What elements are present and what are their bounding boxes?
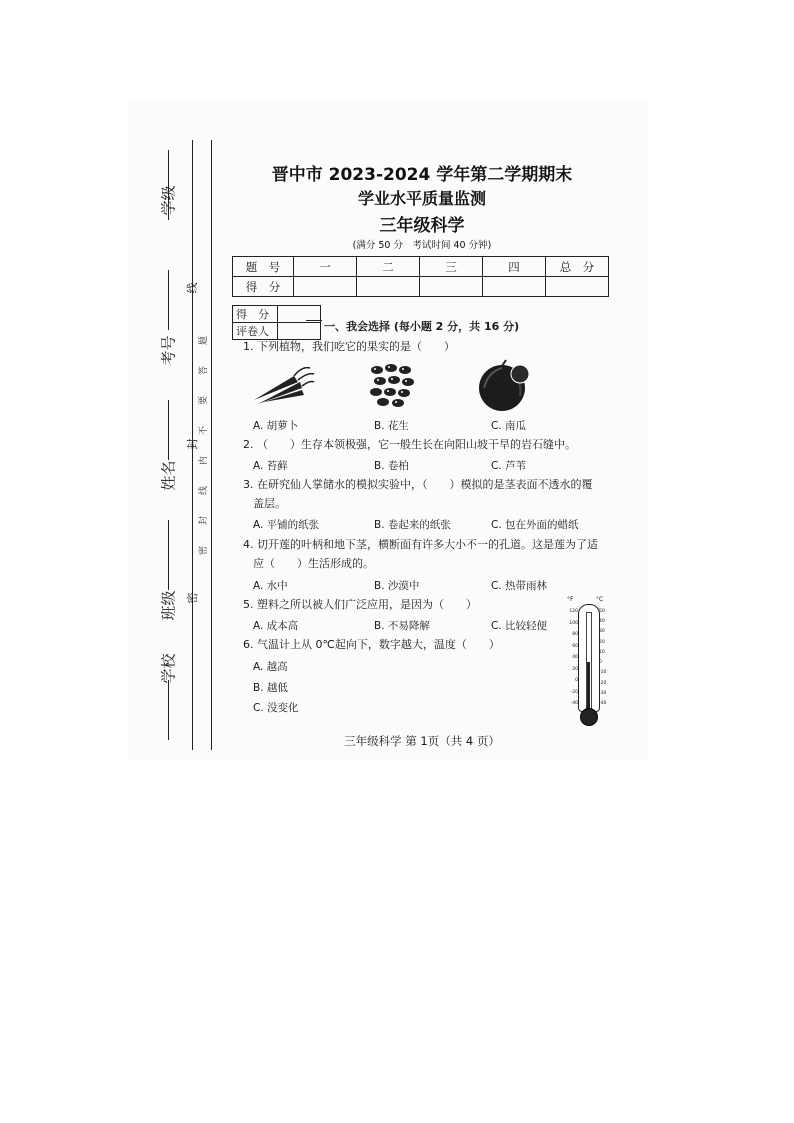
question-5-option-c[interactable]: C. 比较轻便 <box>491 620 548 632</box>
thermometer-unit-c: °C <box>596 596 604 603</box>
question-3-stem: 3. 在研究仙人掌储水的模拟实验中，（ ）模拟的是茎表面不透水的覆 <box>243 478 593 491</box>
question-2-option-c[interactable]: C. 芦苇 <box>491 460 527 472</box>
seal-char: 线 <box>199 485 210 496</box>
score-cell[interactable] <box>483 277 546 297</box>
grader-reviewer-label: 评卷人 <box>233 323 278 340</box>
thermometer-tick-label: 10 <box>599 649 605 655</box>
thermometer-tick-label: -20 <box>570 689 578 695</box>
question-2-option-a[interactable]: A. 苔藓 <box>253 460 288 472</box>
question-5-option-b[interactable]: B. 不易降解 <box>374 620 430 632</box>
mark-seal: 封 <box>186 438 199 450</box>
question-4-option-a[interactable]: A. 水中 <box>253 580 288 592</box>
pumpkin-icon <box>474 358 534 412</box>
question-4-stem: 4. 切开莲的叶柄和地下茎，横断面有许多大小不一的孔道。这是莲为了适 <box>243 538 598 551</box>
question-3-stem-continued: 盖层。 <box>253 497 286 510</box>
field-label-school: 学校 <box>159 653 178 684</box>
question-5-stem: 5. 塑料之所以被人们广泛应用，是因为（ ） <box>243 598 477 611</box>
thermometer-tick-label: -30 <box>599 690 607 696</box>
seal-char: 答 <box>199 365 210 376</box>
score-table-header-cell: 总 分 <box>546 257 609 277</box>
seal-char: 不 <box>199 425 210 436</box>
thermometer-tick-label: 0 <box>575 678 578 683</box>
thermometer-tick-label: 80 <box>572 632 578 637</box>
question-1-option-c[interactable]: C. 南瓜 <box>491 420 527 432</box>
section-title: 一、我会选择 (每小题 2 分，共 16 分) <box>324 320 520 333</box>
question-4-option-b[interactable]: B. 沙漠中 <box>374 580 420 592</box>
score-cell[interactable] <box>294 277 357 297</box>
grader-table <box>232 305 321 340</box>
question-2-stem: 2. （ ）生存本领极强，它一般生长在向阳山坡干旱的岩石缝中。 <box>243 438 576 451</box>
thermometer-tick-label: 30 <box>599 629 605 635</box>
thermometer-liquid <box>587 662 590 709</box>
score-table-header-cell: 四 <box>483 257 546 277</box>
carrot-icon <box>250 362 316 406</box>
field-label-exam-number: 考号 <box>159 335 178 366</box>
field-label-grade: 学级 <box>159 185 178 216</box>
thermometer-tick-label: -40 <box>599 701 607 706</box>
question-6-option-a[interactable]: A. 越高 <box>253 661 288 673</box>
exam-title-line2: 学业水平质量监测 <box>357 189 486 208</box>
seal-char: 题 <box>199 335 210 346</box>
field-line-2 <box>168 270 169 330</box>
question-1-stem: 1. 下列植物，我们吃它的果实的是（ ） <box>243 340 455 353</box>
score-table-header-cell: 三 <box>420 257 483 277</box>
thermometer-unit-f: °F <box>567 596 574 603</box>
exam-title-line1: 晋中市 2023-2024 学年第二学期期末 <box>271 165 573 185</box>
score-table <box>232 256 609 297</box>
score-table-header-cell: 二 <box>357 257 420 277</box>
question-2-option-b[interactable]: B. 卷柏 <box>374 460 409 472</box>
question-3-option-a[interactable]: A. 平铺的纸张 <box>253 519 320 531</box>
thermometer-tick-label: 120 <box>569 609 578 614</box>
page-footer: 三年级科学 第 1页（共 4 页） <box>344 734 500 748</box>
mark-secret: 密 <box>186 592 199 604</box>
thermometer-tick-label: 40 <box>599 619 605 625</box>
binding-line-inner <box>211 140 212 750</box>
thermometer-tick-label: 0 <box>599 660 602 666</box>
seal-char: 密 <box>199 545 210 556</box>
score-table-header-cell: 题 号 <box>233 257 294 277</box>
thermometer-tick-label: -20 <box>599 680 607 686</box>
thermometer-tick-label: -40 <box>570 701 578 706</box>
thermometer-tick-label: 20 <box>572 666 578 672</box>
question-6-option-b[interactable]: B. 越低 <box>253 682 288 694</box>
field-label-class: 班级 <box>159 590 178 621</box>
score-cell[interactable] <box>420 277 483 297</box>
field-line-3 <box>168 400 169 460</box>
grader-reviewer-cell[interactable] <box>278 323 321 340</box>
grader-score-label: 得 分 <box>233 306 278 323</box>
question-1-option-a[interactable]: A. 胡萝卜 <box>253 420 299 432</box>
field-line-4 <box>168 520 169 590</box>
thermometer-tick-label: -10 <box>599 670 607 676</box>
question-4-option-c[interactable]: C. 热带雨林 <box>491 580 548 592</box>
question-4-stem-continued: 应（ ）生活形成的。 <box>253 557 374 570</box>
question-3-option-b[interactable]: B. 卷起来的纸张 <box>374 519 451 531</box>
score-cell[interactable] <box>357 277 420 297</box>
field-line-5 <box>168 680 169 740</box>
thermometer-tick-label: 40 <box>572 655 578 660</box>
exam-note: (满分 50 分 考试时间 40 分钟) <box>352 240 492 251</box>
question-3-option-c[interactable]: C. 包在外面的蜡纸 <box>491 519 579 531</box>
mark-line: 线 <box>186 282 199 294</box>
question-1-option-b[interactable]: B. 花生 <box>374 420 409 432</box>
question-5-option-a[interactable]: A. 成本高 <box>253 620 299 632</box>
score-table-row-label: 得 分 <box>233 277 294 297</box>
thermometer-tick-label: 20 <box>599 639 605 645</box>
section-dash <box>306 320 322 321</box>
seal-char: 要 <box>199 395 210 406</box>
score-table-header-row <box>233 257 609 277</box>
thermometer-tick-label: 60 <box>572 643 578 649</box>
thermometer-tick-label: 100 <box>569 620 578 626</box>
peanut-icon <box>368 362 418 408</box>
question-6-option-c[interactable]: C. 没变化 <box>253 702 299 714</box>
score-table-score-row <box>233 277 609 297</box>
thermometer-bulb <box>580 708 598 726</box>
score-table-header-cell: 一 <box>294 257 357 277</box>
exam-subject: 三年级科学 <box>379 216 465 236</box>
question-6-stem: 6. 气温计上从 0℃起向下，数字越大，温度（ ） <box>243 638 500 651</box>
seal-char: 封 <box>199 515 210 526</box>
thermometer-tick-label: 50 <box>599 609 605 614</box>
seal-char: 内 <box>199 455 210 466</box>
field-label-name: 姓名 <box>159 460 178 491</box>
score-cell[interactable] <box>546 277 609 297</box>
